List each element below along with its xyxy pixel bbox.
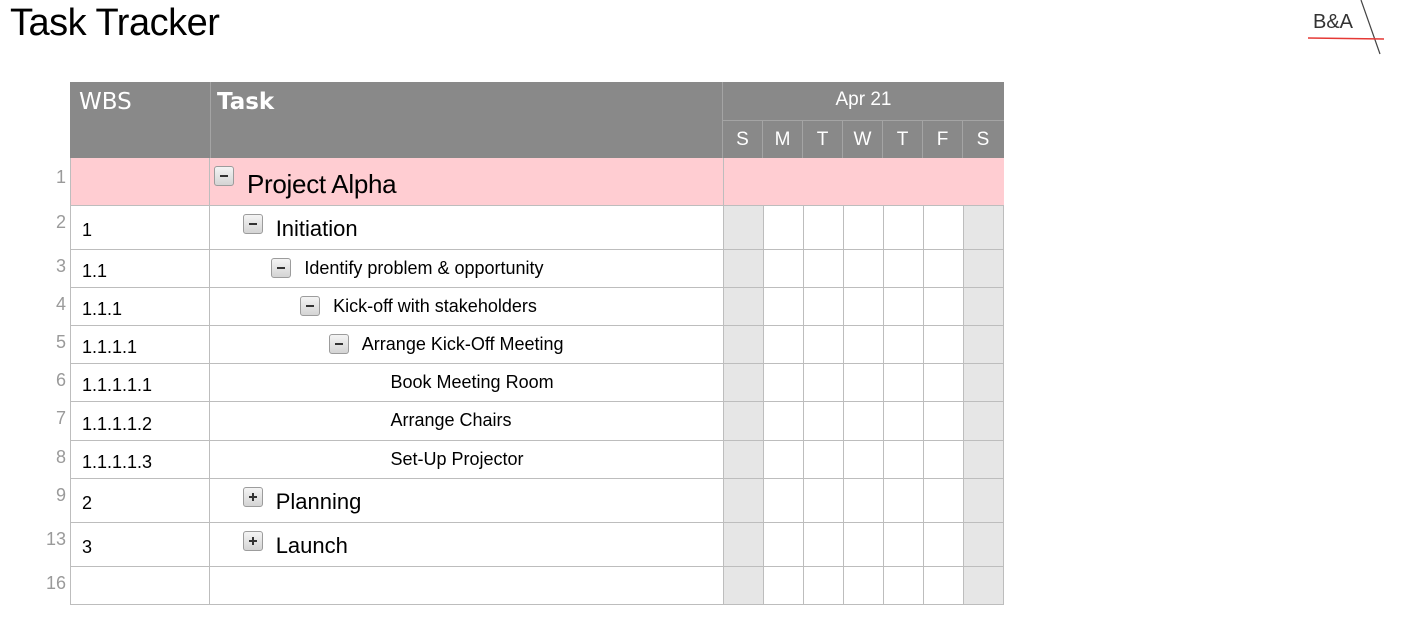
timeline-day-cell[interactable] [964,206,1004,250]
table-row[interactable] [0,206,1005,250]
wbs-value: 2 [82,493,93,513]
timeline-day-cell[interactable] [804,479,844,523]
column-header-wbs[interactable] [70,82,211,158]
collapse-icon[interactable] [243,214,263,234]
wbs-value: 1.1 [82,261,108,281]
timeline-day-cell[interactable] [884,326,924,364]
row-number: 3 [55,256,66,276]
timeline-day-cell[interactable] [844,288,884,326]
task-label: Set-Up Projector [390,449,524,469]
wbs-cell[interactable] [70,250,210,288]
timeline-day-cell[interactable] [804,441,844,479]
day-header: F [923,121,963,158]
timeline-day-cell[interactable] [764,441,804,479]
timeline-day-cell[interactable] [724,479,764,523]
timeline-day-cell[interactable] [964,402,1004,441]
wbs-cell[interactable] [70,288,210,326]
timeline-day-cell[interactable] [764,402,804,441]
timeline-day-cell[interactable] [964,326,1004,364]
task-label: Identify problem & opportunity [304,258,544,278]
task-label: Planning [275,489,362,514]
timeline-month-header: Apr 21 [723,82,1004,121]
timeline-day-cell[interactable] [964,567,1004,605]
timeline-day-cell[interactable] [724,288,764,326]
timeline-day-cell[interactable] [844,326,884,364]
timeline-day-cell[interactable] [764,326,804,364]
day-header: T [883,121,923,158]
timeline-day-cell[interactable] [884,288,924,326]
timeline-day-cell[interactable] [924,288,964,326]
wbs-cell[interactable] [70,206,210,250]
wbs-cell[interactable] [70,326,210,364]
timeline-day-cell[interactable] [724,441,764,479]
timeline-day-cell[interactable] [844,250,884,288]
expand-icon[interactable] [243,531,263,551]
task-cell[interactable] [210,158,724,206]
row-number: 1 [55,167,66,187]
timeline-day-cell[interactable] [724,364,764,402]
timeline-summary-band [724,158,1004,206]
day-header: W [843,121,883,158]
task-cell[interactable] [210,523,724,567]
column-header-task[interactable] [210,82,723,158]
timeline-day-cell[interactable] [804,206,844,250]
timeline-day-cell[interactable] [844,364,884,402]
table-row[interactable] [0,326,1005,364]
row-number: 2 [55,212,66,232]
expand-icon[interactable] [243,487,263,507]
task-label: Launch [275,533,348,558]
timeline-day-cell[interactable] [844,206,884,250]
wbs-cell[interactable] [70,441,210,479]
brand-logo [1306,0,1386,56]
timeline-day-cell[interactable] [924,364,964,402]
timeline-day-cell[interactable] [964,441,1004,479]
table-row[interactable] [0,402,1005,441]
timeline-day-cell[interactable] [964,364,1004,402]
task-cell[interactable] [210,479,724,523]
timeline-day-cell[interactable] [924,402,964,441]
table-row[interactable] [0,479,1005,523]
task-cell[interactable] [210,441,724,479]
timeline-day-cell[interactable] [884,364,924,402]
task-cell[interactable] [210,288,724,326]
task-cell[interactable] [210,250,724,288]
task-cell[interactable] [210,206,724,250]
timeline-day-cell[interactable] [884,567,924,605]
task-label: Project Alpha [247,169,397,199]
column-header-wbs-label: WBS [79,89,132,115]
task-cell[interactable] [210,326,724,364]
table-row[interactable] [0,441,1005,479]
table-row[interactable] [0,523,1005,567]
wbs-value: 1 [82,220,93,240]
wbs-cell[interactable] [70,364,210,402]
timeline-day-cell[interactable] [764,206,804,250]
logo-mark-icon [1306,0,1386,56]
task-label: Arrange Kick-Off Meeting [361,334,564,354]
table-row[interactable] [0,364,1005,402]
collapse-icon[interactable] [214,166,234,186]
timeline-day-cell[interactable] [764,364,804,402]
task-cell[interactable] [210,364,724,402]
wbs-cell[interactable] [70,567,210,605]
timeline-day-cell[interactable] [804,326,844,364]
row-number: 6 [55,370,66,390]
timeline-day-cell[interactable] [804,523,844,567]
timeline-day-cell[interactable] [724,206,764,250]
timeline-day-cell[interactable] [884,523,924,567]
timeline-day-cell[interactable] [804,288,844,326]
timeline-day-cell[interactable] [924,479,964,523]
task-label: Arrange Chairs [390,410,512,430]
row-number: 9 [55,485,66,505]
column-header-task-label: Task [217,89,275,115]
table-row[interactable] [0,288,1005,326]
table-row[interactable] [0,158,1005,206]
timeline-day-cell[interactable] [924,441,964,479]
timeline-day-cell[interactable] [764,567,804,605]
timeline-day-cell[interactable] [924,326,964,364]
timeline-day-cell[interactable] [884,402,924,441]
app-title: Task Tracker [10,2,220,44]
row-number: 5 [55,332,66,352]
table-row[interactable] [0,567,1005,605]
timeline-day-cell[interactable] [844,402,884,441]
timeline-day-cell[interactable] [764,479,804,523]
wbs-cell[interactable] [70,523,210,567]
row-number: 8 [55,447,66,467]
timeline-day-cell[interactable] [804,364,844,402]
row-number: 13 [45,529,66,549]
wbs-value: 1.1.1.1.2 [82,413,153,434]
wbs-value: 1.1.1.1.3 [82,452,153,472]
task-label: Kick-off with stakeholders [333,296,537,316]
wbs-cell[interactable] [70,479,210,523]
timeline-day-cell[interactable] [804,567,844,605]
timeline-day-cell[interactable] [724,402,764,441]
day-header: T [803,121,843,158]
timeline-day-cell[interactable] [964,250,1004,288]
timeline-day-cell[interactable] [884,250,924,288]
timeline-day-cell[interactable] [844,441,884,479]
row-number: 16 [45,573,66,593]
day-header: S [976,129,990,150]
timeline-day-cell[interactable] [884,441,924,479]
task-cell[interactable] [210,567,724,605]
wbs-value: 1.1.1.1 [82,337,138,357]
timeline-day-cell[interactable] [884,206,924,250]
task-label: Book Meeting Room [390,372,554,392]
timeline-day-cell[interactable] [724,567,764,605]
timeline-day-cell[interactable] [764,523,804,567]
timeline-day-cell[interactable] [924,523,964,567]
wbs-value: 1.1.1 [82,299,123,319]
table-row[interactable] [0,250,1005,288]
row-number: 4 [55,294,66,314]
wbs-cell[interactable] [70,402,210,441]
timeline-day-cell[interactable] [964,288,1004,326]
timeline-day-cell[interactable] [924,250,964,288]
timeline-day-cell[interactable] [844,567,884,605]
collapse-icon[interactable] [300,296,320,316]
timeline-day-cell[interactable] [884,479,924,523]
collapse-icon[interactable] [329,334,349,354]
grid-header [70,82,1004,158]
timeline-day-cell[interactable] [764,288,804,326]
timeline-day-cell[interactable] [724,523,764,567]
timeline-day-cell[interactable] [844,479,884,523]
logo-text: B&A [1313,11,1354,33]
wbs-value: 1.1.1.1.1 [82,375,153,395]
day-header: M [763,121,803,158]
wbs-value: 3 [82,537,93,557]
task-label: Initiation [275,216,358,241]
timeline-day-cell[interactable] [924,567,964,605]
timeline-day-cell[interactable] [804,402,844,441]
timeline-day-cell[interactable] [924,206,964,250]
timeline-day-cell[interactable] [764,250,804,288]
timeline-day-cell[interactable] [804,250,844,288]
timeline-day-cell[interactable] [724,326,764,364]
timeline-day-cell[interactable] [964,479,1004,523]
day-header: S [723,121,763,158]
row-number: 7 [55,408,66,428]
timeline-day-cell[interactable] [964,523,1004,567]
collapse-icon[interactable] [271,258,291,278]
timeline-day-cell[interactable] [844,523,884,567]
timeline-day-cell[interactable] [724,250,764,288]
wbs-cell[interactable] [70,158,210,206]
task-cell[interactable] [210,402,724,441]
